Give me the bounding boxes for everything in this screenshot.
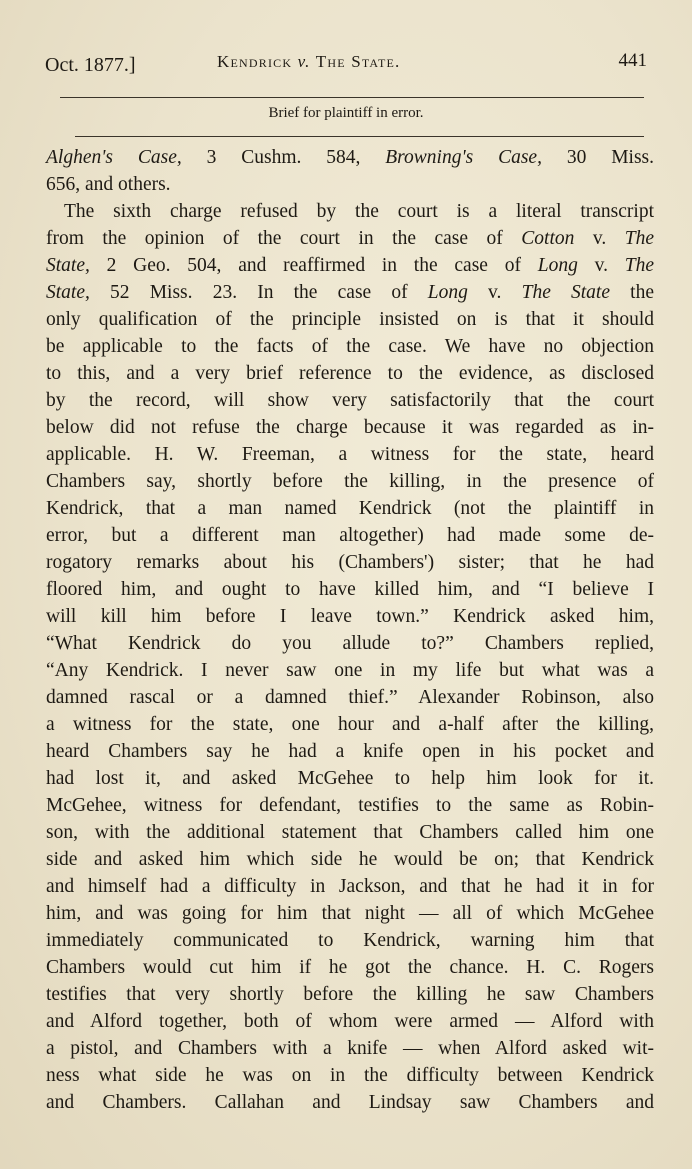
body-text [46, 144, 654, 1116]
text-line: error, but a different man altogether) had made some de- [46, 525, 654, 546]
text-line: be applicable to the facts of the case. We have no objection [46, 336, 654, 357]
text-line: a witness for the state, one hour and a-half after the killing, [46, 714, 654, 735]
text-line: applicable. H. W. Freeman, a witness for the state, heard [46, 444, 654, 465]
text-line: below did not refuse the charge because it was regarded as in- [46, 417, 654, 438]
text-line: 656, and others. [46, 174, 171, 195]
text-line: a pistol, and Chambers with a knife — when Alford asked wit- [46, 1038, 654, 1059]
text-line: Chambers would cut him if he got the chance. H. C. Rogers [46, 957, 654, 978]
text-line: only qualification of the principle insisted on is that it should [46, 309, 654, 330]
text-line: rogatory remarks about his (Chambers') sister; that he had [46, 552, 654, 573]
header-case-v: v. [297, 52, 311, 71]
running-head [45, 50, 647, 80]
header-case-party-1: Kendrick [217, 52, 293, 71]
header-rule-top [60, 97, 644, 98]
text-line: damned rascal or a damned thief.” Alexander Robinson, also [46, 687, 654, 708]
text-line: from the opinion of the court in the case of Cotton v. The [46, 228, 655, 249]
text-line: Kendrick, that a man named Kendrick (not the plaintiff in [46, 498, 654, 519]
brief-note-text: Brief for plaintiff in error. [268, 105, 424, 121]
text-line: “Any Kendrick. I never saw one in my life but what was a [46, 660, 654, 681]
text-line: Chambers say, shortly before the killing, in the presence of [46, 471, 654, 492]
header-case-party-2: The State. [315, 52, 401, 71]
text-line: floored him, and ought to have killed him, and “I believe I [46, 579, 654, 600]
text-line: “What Kendrick do you allude to?” Chambers replied, [46, 633, 654, 654]
text-line: son, with the additional statement that Chambers called him one [46, 822, 654, 843]
text-line: had lost it, and asked McGehee to help him look for it. [46, 768, 654, 789]
text-line: McGehee, witness for defendant, testifies to the same as Robin- [46, 795, 654, 816]
text-line: to this, and a very brief reference to the evidence, as disclosed [46, 363, 654, 384]
text-line: and Chambers. Callahan and Lindsay saw Chambers and [46, 1092, 654, 1113]
text-line: State, 52 Miss. 23. In the case of Long v. The State the [46, 282, 655, 303]
text-line: by the record, will show very satisfactorily that the court [46, 390, 654, 411]
header-date: Oct. 1877.] [45, 54, 136, 76]
text-line: him, and was going for him that night — all of which McGehee [46, 903, 654, 924]
text-line: immediately communicated to Kendrick, warning him that [46, 930, 654, 951]
header-rule-bottom [75, 136, 644, 137]
text-line: ness what side he was on in the difficulty between Kendrick [46, 1065, 654, 1086]
text-line: will kill him before I leave town.” Kendrick asked him, [46, 606, 654, 627]
header-case-title [217, 52, 400, 72]
text-line: and himself had a difficulty in Jackson, and that he had it in for [46, 876, 654, 897]
paragraph-first-line: The sixth charge refused by the court is a literal transcript [64, 201, 654, 222]
page-number: 441 [618, 50, 647, 71]
brief-note [0, 105, 692, 122]
text-line: testifies that very shortly before the killing he saw Chambers [46, 984, 654, 1005]
text-line: State, 2 Geo. 504, and reaffirmed in the case of Long v. The [46, 255, 655, 276]
text-line: Alghen's Case, 3 Cushm. 584, Browning's Case, 30 Miss. [46, 147, 655, 168]
text-line: side and asked him which side he would be on; that Kendrick [46, 849, 654, 870]
text-line: heard Chambers say he had a knife open in his pocket and [46, 741, 654, 762]
text-line: and Alford together, both of whom were armed — Alford with [46, 1011, 654, 1032]
